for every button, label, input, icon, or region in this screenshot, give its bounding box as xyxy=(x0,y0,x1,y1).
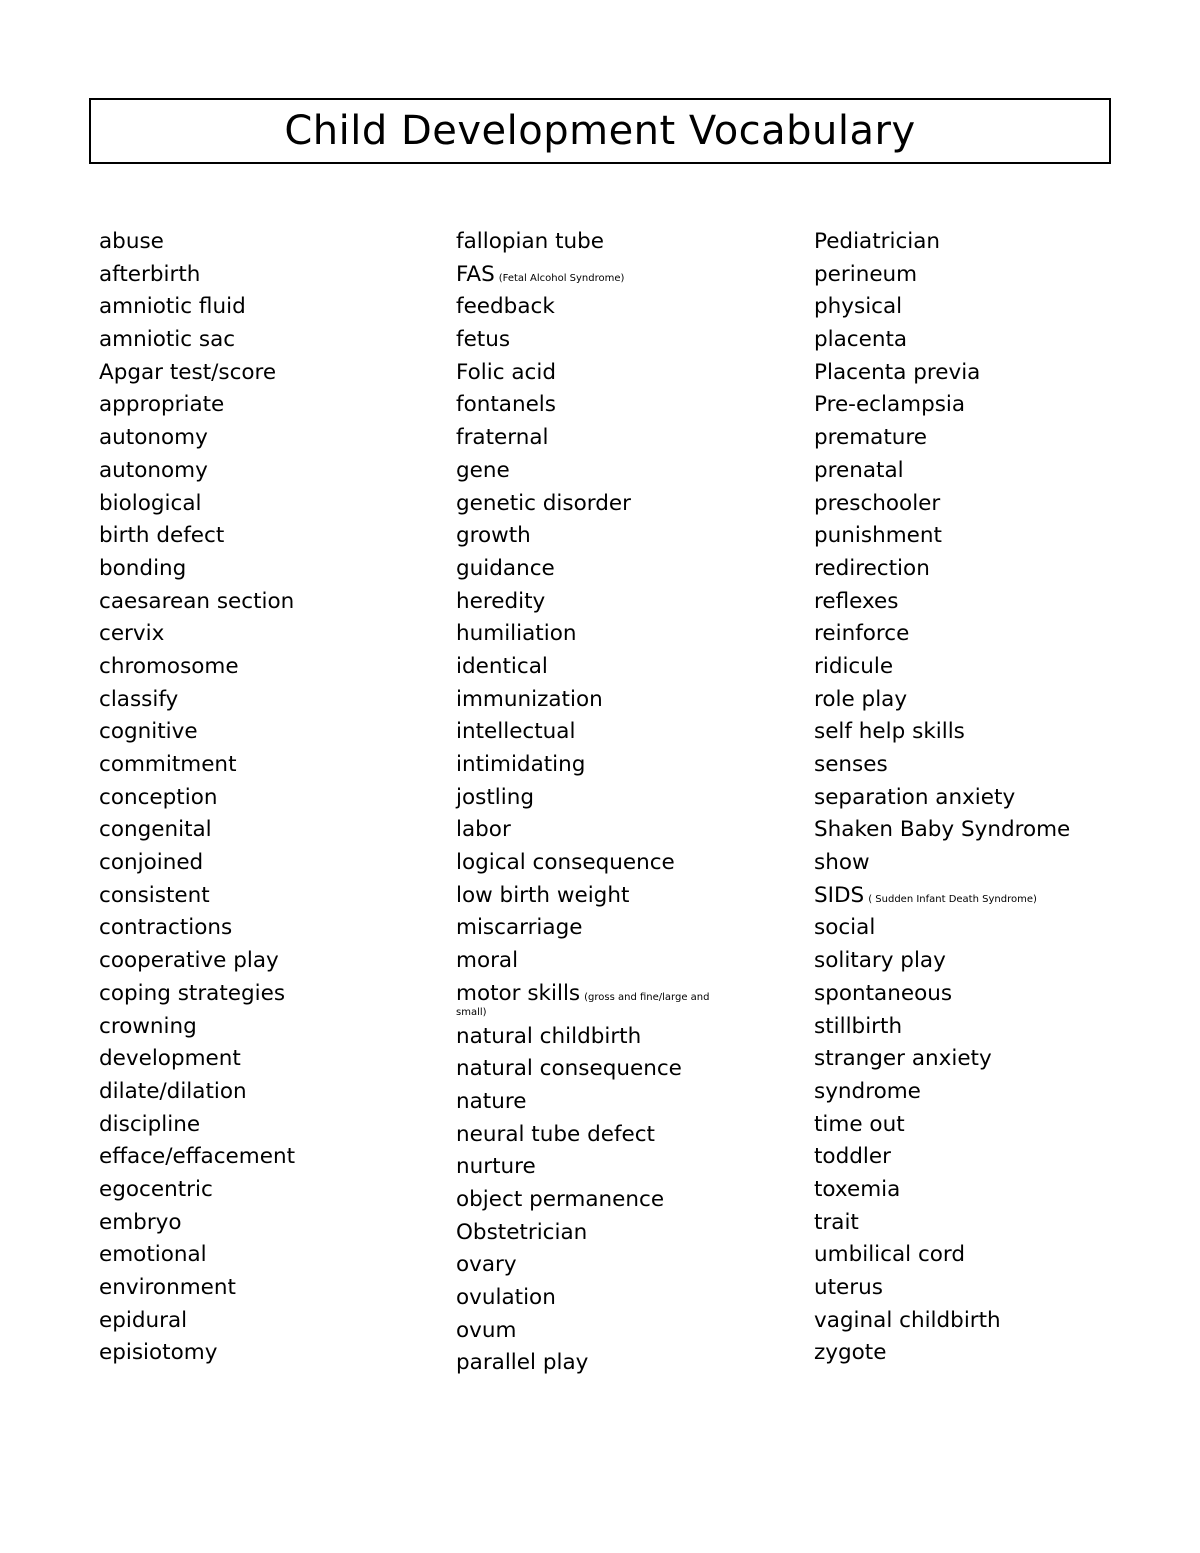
term-word: environment xyxy=(99,1275,236,1300)
term-word: Apgar test/score xyxy=(99,359,277,385)
vocab-term xyxy=(814,1207,1184,1240)
term-word: biological xyxy=(99,490,202,516)
term-word: ovulation xyxy=(456,1285,556,1311)
vocab-term xyxy=(814,749,1184,782)
vocab-term xyxy=(814,1305,1184,1338)
vocab-term xyxy=(99,586,449,619)
term-word: conception xyxy=(99,784,218,810)
vocab-term xyxy=(99,1109,449,1142)
term-word: stillbirth xyxy=(814,1013,903,1039)
vocab-term xyxy=(99,618,449,651)
term-word: moral xyxy=(456,948,519,974)
title-box xyxy=(89,98,1111,164)
term-word: premature xyxy=(814,425,928,451)
vocab-term xyxy=(456,553,806,586)
term-word: parallel play xyxy=(456,1350,589,1376)
vocab-term xyxy=(456,226,806,259)
vocab-term xyxy=(99,455,449,488)
term-word: vaginal childbirth xyxy=(814,1307,1001,1333)
vocab-term xyxy=(456,488,806,521)
vocab-term xyxy=(99,1174,449,1207)
term-word: amniotic fluid xyxy=(99,294,246,320)
term-word: crowning xyxy=(99,1013,197,1039)
vocab-term xyxy=(99,422,449,455)
term-word: birth defect xyxy=(99,523,225,549)
term-word: ridicule xyxy=(814,653,894,679)
vocab-term xyxy=(456,291,806,324)
vocab-term xyxy=(99,1207,449,1240)
term-word: show xyxy=(814,850,870,876)
vocab-term xyxy=(99,1076,449,1109)
term-word: amniotic sac xyxy=(99,327,236,353)
term-word: appropriate xyxy=(99,392,225,418)
term-word: social xyxy=(814,915,876,941)
term-word: embryo xyxy=(99,1209,182,1235)
vocab-term xyxy=(456,389,806,422)
term-word: humiliation xyxy=(456,621,577,647)
term-word: cooperative play xyxy=(99,948,279,974)
vocab-term xyxy=(456,782,806,815)
vocab-term xyxy=(814,847,1184,880)
vocab-term xyxy=(814,259,1184,292)
vocab-term xyxy=(456,749,806,782)
term-word: bonding xyxy=(99,555,187,581)
vocab-term xyxy=(814,520,1184,553)
term-word: fraternal xyxy=(456,425,549,451)
term-word: solitary play xyxy=(814,948,946,974)
term-word: contractions xyxy=(99,915,233,941)
vocab-term xyxy=(99,716,449,749)
term-word: feedback xyxy=(456,294,555,320)
vocab-term xyxy=(456,1217,806,1250)
vocab-term xyxy=(814,1272,1184,1305)
term-word: preschooler xyxy=(814,490,941,516)
vocab-term xyxy=(814,1076,1184,1109)
vocab-term xyxy=(99,814,449,847)
term-word: cervix xyxy=(99,621,165,647)
term-word: role play xyxy=(814,686,908,712)
term-word: Pediatrician xyxy=(814,229,941,254)
vocab-term xyxy=(456,814,806,847)
vocab-term xyxy=(814,912,1184,945)
vocab-term xyxy=(99,880,449,913)
term-word: Shaken Baby Syndrome xyxy=(814,817,1071,843)
term-word: low birth weight xyxy=(456,882,630,908)
vocab-term xyxy=(814,488,1184,521)
term-word: efface/effacement xyxy=(99,1144,295,1170)
term-note: ( Sudden Infant Death Syndrome) xyxy=(868,893,1037,905)
vocab-term xyxy=(99,488,449,521)
term-word: heredity xyxy=(456,588,546,614)
vocab-term xyxy=(99,1305,449,1338)
term-word: ovum xyxy=(456,1317,517,1343)
term-word: congenital xyxy=(99,817,212,843)
vocab-term xyxy=(814,1174,1184,1207)
term-word: natural childbirth xyxy=(456,1023,642,1049)
term-word: intimidating xyxy=(456,752,586,777)
vocab-term xyxy=(456,1315,806,1348)
term-word: FAS xyxy=(456,261,495,287)
vocab-term xyxy=(456,912,806,945)
vocab-term xyxy=(814,389,1184,422)
vocab-term xyxy=(456,651,806,684)
vocab-term xyxy=(814,618,1184,651)
vocab-term xyxy=(456,324,806,357)
vocab-term xyxy=(456,618,806,651)
term-word: autonomy xyxy=(99,457,208,483)
vocab-term xyxy=(99,1141,449,1174)
term-word: stranger anxiety xyxy=(814,1046,992,1072)
term-word: natural consequence xyxy=(456,1056,682,1082)
vocab-term xyxy=(814,324,1184,357)
vocab-term xyxy=(814,1043,1184,1076)
vocab-column-1 xyxy=(99,226,449,1370)
vocab-term xyxy=(456,684,806,717)
term-word: guidance xyxy=(456,555,555,581)
vocab-term xyxy=(456,880,806,913)
term-word: Folic acid xyxy=(456,359,556,385)
term-note: (Fetal Alcohol Syndrome) xyxy=(498,272,625,284)
term-word: commitment xyxy=(99,752,237,777)
term-word: intellectual xyxy=(456,719,576,745)
term-word: neural tube defect xyxy=(456,1121,655,1147)
vocab-term xyxy=(99,1011,449,1044)
vocab-term xyxy=(814,1141,1184,1174)
term-word: discipline xyxy=(99,1111,201,1137)
term-word: perineum xyxy=(814,261,918,287)
term-word: redirection xyxy=(814,555,930,581)
vocab-term xyxy=(814,651,1184,684)
vocab-term xyxy=(456,455,806,488)
vocab-term xyxy=(814,1239,1184,1272)
term-word: immunization xyxy=(456,686,603,712)
term-word: senses xyxy=(814,752,888,777)
vocab-term xyxy=(99,1043,449,1076)
term-word: logical consequence xyxy=(456,850,675,876)
vocab-term xyxy=(456,716,806,749)
vocab-term xyxy=(456,1249,806,1282)
term-word: Pre-eclampsia xyxy=(814,392,966,418)
term-word: syndrome xyxy=(814,1078,921,1104)
vocab-term xyxy=(99,259,449,292)
term-word: trait xyxy=(814,1209,859,1235)
vocab-term xyxy=(456,1053,806,1086)
term-word: genetic disorder xyxy=(456,490,631,516)
term-word: reinforce xyxy=(814,621,910,647)
vocab-term xyxy=(456,1086,806,1119)
term-word: jostling xyxy=(456,784,534,810)
term-note: (gross and fine/large and xyxy=(584,991,710,1003)
term-word: conjoined xyxy=(99,850,204,876)
term-word: Obstetrician xyxy=(456,1219,588,1245)
vocab-term xyxy=(99,226,449,259)
term-word: toxemia xyxy=(814,1176,901,1202)
vocab-term xyxy=(99,357,449,390)
term-word: caesarean section xyxy=(99,588,295,614)
term-word: egocentric xyxy=(99,1176,213,1202)
term-word: reflexes xyxy=(814,588,899,614)
vocab-term xyxy=(814,978,1184,1011)
vocab-term xyxy=(814,357,1184,390)
term-word: coping strategies xyxy=(99,980,286,1006)
vocab-term xyxy=(456,1119,806,1152)
term-word: nature xyxy=(456,1088,527,1114)
term-word: afterbirth xyxy=(99,261,201,287)
vocab-term xyxy=(456,357,806,390)
page-title: Child Development Vocabulary xyxy=(284,108,916,154)
vocab-term xyxy=(456,1347,806,1380)
term-word: punishment xyxy=(814,523,942,549)
vocab-term xyxy=(99,684,449,717)
vocab-term xyxy=(456,1282,806,1315)
vocab-term xyxy=(814,291,1184,324)
vocab-term xyxy=(99,389,449,422)
term-word: motor skills xyxy=(456,980,581,1006)
vocab-term xyxy=(456,1021,806,1054)
vocab-column-2 xyxy=(456,226,806,1380)
vocab-term xyxy=(99,912,449,945)
term-word: growth xyxy=(456,523,531,549)
term-word: spontaneous xyxy=(814,980,953,1006)
term-word: object permanence xyxy=(456,1186,665,1212)
vocab-term xyxy=(814,1109,1184,1142)
term-word: dilate/dilation xyxy=(99,1078,247,1104)
vocab-column-3 xyxy=(814,226,1184,1370)
term-word: umbilical cord xyxy=(814,1242,966,1268)
term-word: toddler xyxy=(814,1144,891,1170)
term-word: classify xyxy=(99,686,179,712)
vocab-term xyxy=(99,847,449,880)
term-word: self help skills xyxy=(814,719,965,745)
vocab-term xyxy=(456,259,806,292)
vocab-term xyxy=(99,749,449,782)
term-word: separation anxiety xyxy=(814,784,1016,810)
term-word: autonomy xyxy=(99,425,208,451)
term-word: cognitive xyxy=(99,719,198,745)
term-word: fontanels xyxy=(456,392,556,418)
vocab-term xyxy=(456,1184,806,1217)
vocab-term xyxy=(814,455,1184,488)
term-word: prenatal xyxy=(814,457,904,483)
term-word: gene xyxy=(456,457,510,483)
term-word: emotional xyxy=(99,1242,207,1268)
term-word: physical xyxy=(814,294,903,320)
vocab-term xyxy=(456,586,806,619)
term-word: abuse xyxy=(99,229,164,254)
term-word: uterus xyxy=(814,1275,883,1300)
vocab-term xyxy=(99,782,449,815)
term-word: labor xyxy=(456,817,511,843)
vocab-term xyxy=(99,651,449,684)
vocab-term xyxy=(456,847,806,880)
term-word: fetus xyxy=(456,327,511,353)
vocab-term xyxy=(814,586,1184,619)
term-word: miscarriage xyxy=(456,915,583,941)
vocab-term xyxy=(99,324,449,357)
term-word: development xyxy=(99,1046,241,1072)
term-word: zygote xyxy=(814,1340,887,1366)
term-word: time out xyxy=(814,1111,905,1137)
vocab-term xyxy=(99,1337,449,1370)
vocab-term xyxy=(99,978,449,1011)
term-word: nurture xyxy=(456,1154,536,1180)
term-word: ovary xyxy=(456,1252,517,1278)
vocab-term xyxy=(456,978,806,1021)
vocab-term xyxy=(814,945,1184,978)
vocab-term xyxy=(99,1239,449,1272)
term-word: consistent xyxy=(99,882,210,908)
vocab-term xyxy=(814,716,1184,749)
term-word: placenta xyxy=(814,327,908,353)
term-note-continued: small) xyxy=(456,1006,487,1018)
term-word: SIDS xyxy=(814,882,865,908)
term-word: episiotomy xyxy=(99,1340,218,1366)
term-word: identical xyxy=(456,653,548,679)
term-word: Placenta previa xyxy=(814,359,981,385)
vocab-term xyxy=(99,520,449,553)
vocab-term xyxy=(814,684,1184,717)
vocab-term xyxy=(99,945,449,978)
term-word: fallopian tube xyxy=(456,229,605,254)
vocab-term xyxy=(456,422,806,455)
vocab-term xyxy=(814,422,1184,455)
vocab-term xyxy=(814,1011,1184,1044)
vocab-term xyxy=(456,520,806,553)
vocab-term xyxy=(814,814,1184,847)
vocab-term xyxy=(814,880,1184,913)
vocab-term xyxy=(814,1337,1184,1370)
vocab-term xyxy=(814,782,1184,815)
vocab-term xyxy=(456,1151,806,1184)
vocab-term xyxy=(814,553,1184,586)
vocab-term xyxy=(99,553,449,586)
vocab-term xyxy=(456,945,806,978)
vocab-term xyxy=(814,226,1184,259)
term-word: chromosome xyxy=(99,653,239,679)
term-word: epidural xyxy=(99,1307,188,1333)
vocab-term xyxy=(99,1272,449,1305)
vocab-term xyxy=(99,291,449,324)
